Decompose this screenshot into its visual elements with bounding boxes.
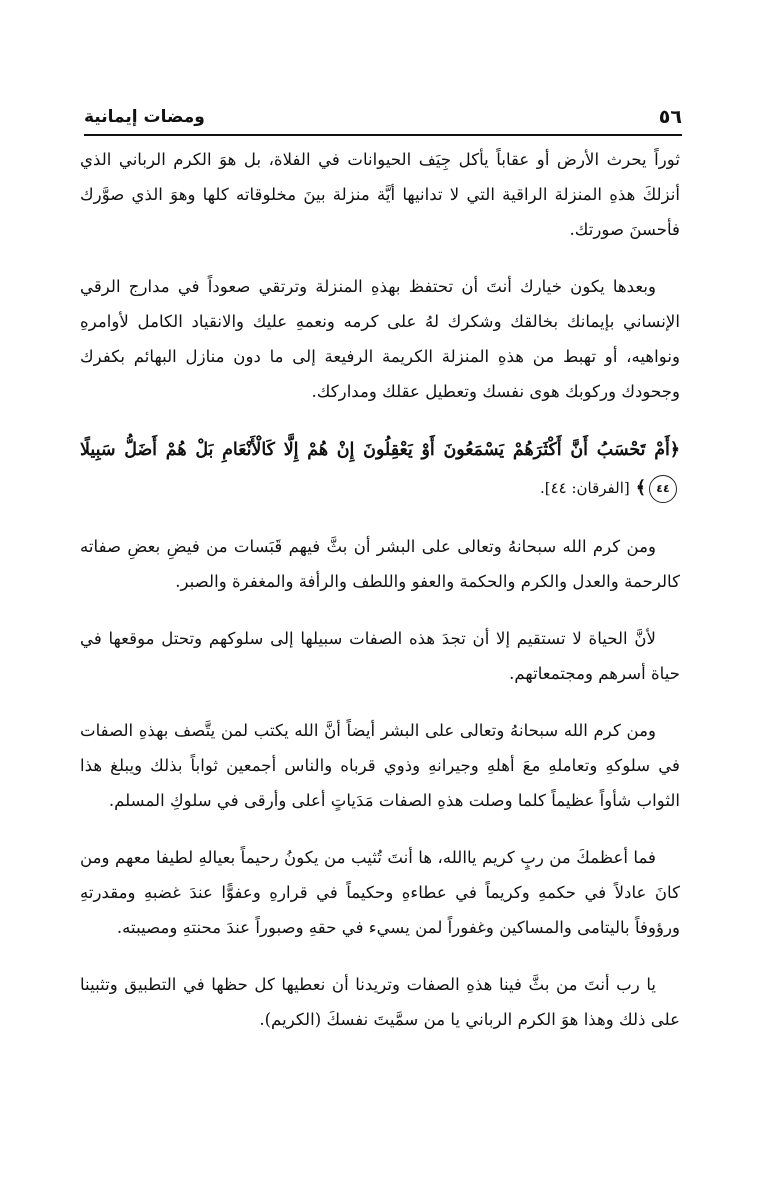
ayah-number-marker: ٤٤	[649, 475, 677, 503]
paragraph: فما أعظمكَ من ربٍ كريم ياالله، ها أنتَ تُثيب من يكونُ رحيماً بعيالهِ لطيفا معهم ومن كانَ عادلاً في حكمهِ وكريماً في عطاءهِ وحكيماً في قرارهِ وعفوًّا عندَ غضبهِ ومقدرتهِ ورؤوفاً باليتامى والمساكين وغفوراً لمن يسيء في حقهِ وصبوراً عندَ محنتهِ ومصيبته.	[80, 848, 680, 937]
running-title: ومضات إيمانية	[84, 107, 205, 127]
paragraph: ومن كرم الله سبحانهُ وتعالى على البشر أيضاً أنَّ الله يكتب لمن يتَّصف بهذهِ الصفات في سلوكهِ وتعاملهِ معَ أهلهِ وجيرانهِ وذوي قرباه والناس أجمعين ثواباً بذلك ويبلغ هذا الثواب شأواً عظيماً كلما وصلت هذهِ الصفات مَدَياتٍ أعلى وأرقى في سلوكِ المسلم.	[80, 721, 680, 810]
paragraph: ثوراً يحرث الأرض أو عقاباً يأكل جِيَف الحيوانات في الفلاة، بل هوَ الكرم الرباني الذي أنزلكَ هذهِ المنزلة الراقية التي لا تدانيها أيَّة منزلة بينَ مخلوقاته كلها وهوَ الذي صوَّرك فأحسنَ صورتك.	[80, 150, 680, 239]
paragraph: يا رب أنتَ من بثَّ فينا هذهِ الصفات وتريدنا أن نعطيها كل حظها في التطبيق وتثبينا على ذلك وهذا هوَ الكرم الرباني يا من سمَّيتَ نفسكَ (الكريم).	[80, 975, 680, 1029]
verse-reference: [الفرقان: ٤٤].	[539, 479, 630, 497]
verse-open-bracket: ﴿	[669, 440, 680, 460]
page-header	[84, 100, 682, 136]
quran-verse	[80, 431, 680, 507]
paragraph: وبعدها يكون خيارك أنتَ أن تحتفظ بهذهِ المنزلة وترتقي صعوداً في مدارج الرقي الإنساني بإيمانك بخالقك وشكرك لهُ على كرمه ونعمهِ عليك والانقياد الكامل لأوامرهِ ونواهيه، أو تهبط من هذهِ المنزلة الكريمة الرفيعة إلى ما دون منازل البهائم بكفرك وجحودك وركوبك هوى نفسك وتعطيل عقلك ومداركك.	[80, 277, 680, 401]
paragraph: ومن كرم الله سبحانهُ وتعالى على البشر أن بثَّ فيهم قَبَسات من فيضِ بعضِ صفاته كالرحمة والعدل والكرم والحكمة والعفو واللطف والرأفة والمغفرة والصبر.	[80, 537, 680, 591]
verse-close-bracket: ﴾	[635, 478, 646, 498]
page-body	[80, 142, 680, 1059]
paragraph: لأنَّ الحياة لا تستقيم إلا أن تجدَ هذه الصفات سبيلها إلى سلوكهم وتحتل موقعها في حياة أسرهم ومجتمعاتهم.	[80, 629, 680, 683]
page-number: ٥٦	[658, 106, 682, 128]
verse-text: أَمْ تَحْسَبُ أَنَّ أَكْثَرَهُمْ يَسْمَعُونَ أَوْ يَعْقِلُونَ إِنْ هُمْ إِلَّا كَالْأَنْعَامِ بَلْ هُمْ أَضَلُّ سَبِيلًا	[80, 440, 670, 460]
